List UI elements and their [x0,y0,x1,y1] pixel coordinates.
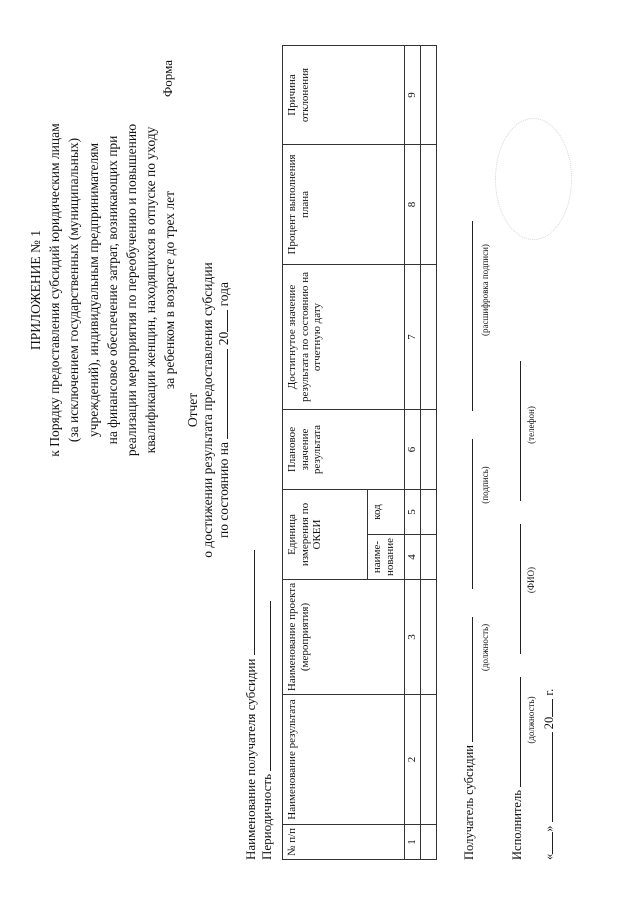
periodicity-blank[interactable] [258,601,271,771]
stamp-mark [495,118,572,240]
table-cell[interactable] [421,580,437,695]
fio-caption: (ФИО) [526,566,536,594]
phone-caption: (телефон) [526,406,536,444]
table-cell[interactable] [421,825,437,860]
form-label: Форма [160,60,175,97]
report-table [282,45,437,860]
date-year-blank[interactable] [540,699,553,717]
date-close-quote: » [542,825,556,832]
signature-block [460,221,557,860]
header-unit: Единица измерения по ОКЕИ [283,490,368,580]
recipient-label: Получатель субсидии [462,745,476,860]
header-reason: Причина отклонения [283,46,405,145]
date-blank[interactable] [215,349,228,439]
appendix-line: на финансовое обеспечение затрат, возникающих при [104,135,120,445]
as-of-label: по состоянию на [216,442,231,539]
header-result-name: Наименование результата [283,695,405,825]
position-caption: (должность) [480,623,490,672]
appendix-line: учреждений), индивидуальным предпринимателям [85,143,101,437]
date-month-blank[interactable] [540,732,553,822]
column-number: 6 [405,410,421,490]
appendix-title: ПРИЛОЖЕНИЕ № 1 [28,229,43,351]
table-header-row [283,46,368,860]
header-planned: Плановое значение результата [283,410,405,490]
periodicity-label: Периодичность [259,773,274,860]
column-number: 4 [405,535,421,580]
appendix-line: квалификации женщин, находящихся в отпуске по уходу [143,126,159,454]
executor-position-blank[interactable] [508,677,521,787]
year-suffix: года [216,281,231,307]
header-unit-name: наиме- нование [368,535,405,580]
date-row [540,221,557,860]
recipient-name-blank[interactable] [242,550,255,655]
header-achieved: Достигнутое значение результата по состоянию на отчетную дату [283,265,405,410]
date-suffix: г. [542,688,556,696]
date-year-prefix: 20 [542,716,556,730]
appendix-line: к Порядку предоставления субсидий юридическим лицам [47,123,63,457]
column-number-row [405,46,421,860]
year-blank[interactable] [215,310,228,332]
recipient-name-row [242,550,259,860]
rotated-sheet [20,40,620,880]
date-open-quote: « [542,853,556,860]
table-cell[interactable] [421,535,437,580]
table-cell[interactable] [421,410,437,490]
signature-caption: (подпись) [480,466,490,504]
column-number: 1 [405,825,421,860]
appendix-line: (за исключением государственных (муниципальных) [66,137,82,443]
column-number: 7 [405,265,421,410]
periodicity-row [258,601,275,860]
table-cell[interactable] [421,265,437,410]
table-cell[interactable] [421,695,437,825]
recipient-name-label: Наименование получателя субсидии [243,658,258,860]
column-number: 3 [405,580,421,695]
column-number: 5 [405,490,421,535]
table-row [421,46,437,860]
executor-position-caption: (должность) [526,696,536,744]
column-number: 8 [405,145,421,265]
executor-fio-blank[interactable] [508,524,521,654]
recipient-signature-row [460,221,508,860]
year-prefix: 20 [216,331,231,346]
report-title: Отчет [185,392,200,428]
report-subtitle: о достижении результата предоставления субсидии [200,262,215,558]
header-unit-code: код [368,490,405,535]
report-date-line [215,200,231,620]
header-project-name: Наименование проекта (мероприятия) [283,580,405,695]
appendix-line: реализации мероприятия по переобучению и повышению [124,123,140,457]
header-percent: Процент выполнения плана [283,145,405,265]
date-day-blank[interactable] [540,832,553,854]
decoding-caption: (расшифровка подписи) [480,244,490,336]
executor-row [508,221,540,860]
table-cell[interactable] [421,145,437,265]
column-number: 2 [405,695,421,825]
table-cell[interactable] [421,490,437,535]
appendix-line: за ребенком в возрасте до трех лет [162,190,178,390]
executor-phone-blank[interactable] [508,361,521,501]
column-number: 9 [405,46,421,145]
appendix-header [26,30,180,550]
header-num: № п/п [283,825,405,860]
recipient-signature-blank[interactable] [460,439,473,589]
executor-label: Исполнитель [510,790,524,860]
table-cell[interactable] [421,46,437,145]
report-title-block [185,200,231,620]
recipient-decoding-blank[interactable] [460,221,473,411]
recipient-position-blank[interactable] [460,617,473,742]
